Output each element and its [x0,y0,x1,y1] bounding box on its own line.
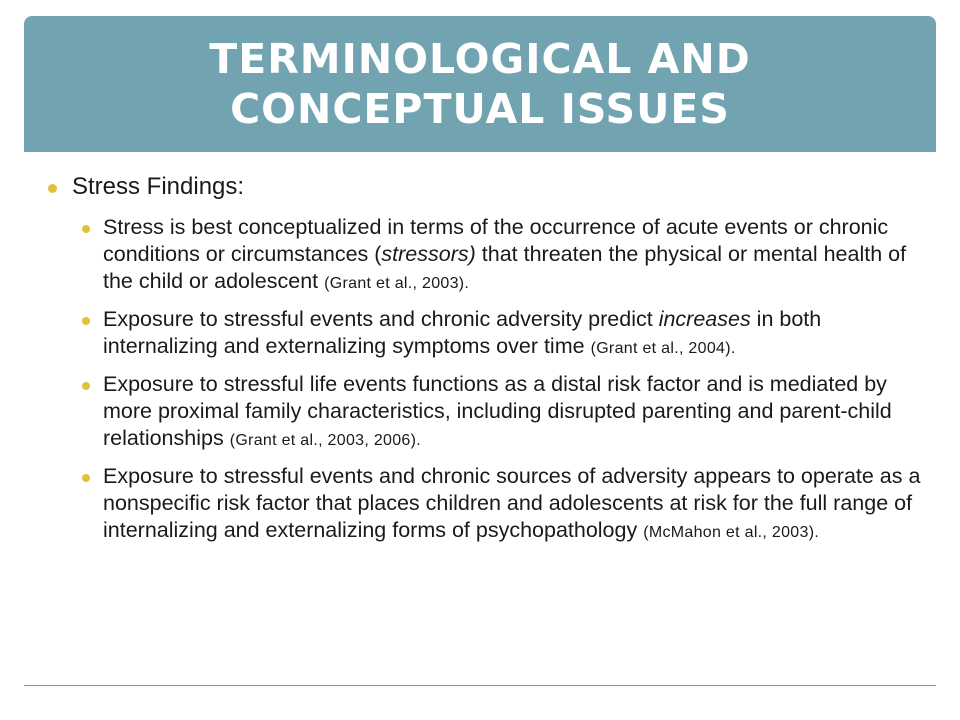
finding-item-1 [82,214,928,297]
bullet-dot-icon [48,184,57,193]
finding-item-3 [82,371,928,454]
finding-citation: (Grant et al., 2003). [324,275,470,292]
finding-text: Stress is best conceptualized in terms of the occurrence of acute events or chronic conditions or circumstances ( [103,215,889,266]
bullet-dot-icon [82,225,90,233]
finding-citation: (Grant et al., 2003, 2006). [229,432,422,449]
slide-content [48,172,928,555]
slide-title-line-1: TERMINOLOGICAL AND [209,35,751,83]
finding-text: Exposure to stressful life events functions as a distal risk factor and is mediated by more proximal family characteristics, including disrupted parenting and parent-child relationships [103,372,892,450]
finding-text-continued: in both internalizing and externalizing symptoms over time [103,307,822,358]
finding-emphasis: increases [658,307,751,331]
finding-emphasis: stressors) [381,242,476,266]
finding-citation: (McMahon et al., 2003). [643,524,820,541]
finding-item-2 [82,306,928,362]
slide-title-banner [24,16,936,152]
bullet-dot-icon [82,317,90,325]
bullet-dot-icon [82,382,90,390]
slide-title-line-2: CONCEPTUAL ISSUES [230,85,730,133]
finding-citation: (Grant et al., 2004). [590,340,736,357]
finding-item-4 [82,463,928,546]
footer-divider [24,685,936,686]
section-heading: Stress Findings: [72,173,245,200]
finding-text: Exposure to stressful events and chronic adversity predict [103,307,659,331]
finding-text: Exposure to stressful events and chronic sources of adversity appears to operate as a nonspecific risk factor that places children and adolescents at risk for the full range of internalizing and externalizing forms of psychopathology [103,464,921,542]
section-heading-item [48,172,928,202]
bullet-dot-icon [82,474,90,482]
finding-text-continued: that threaten the physical or mental health of the child or adolescent [103,242,907,293]
